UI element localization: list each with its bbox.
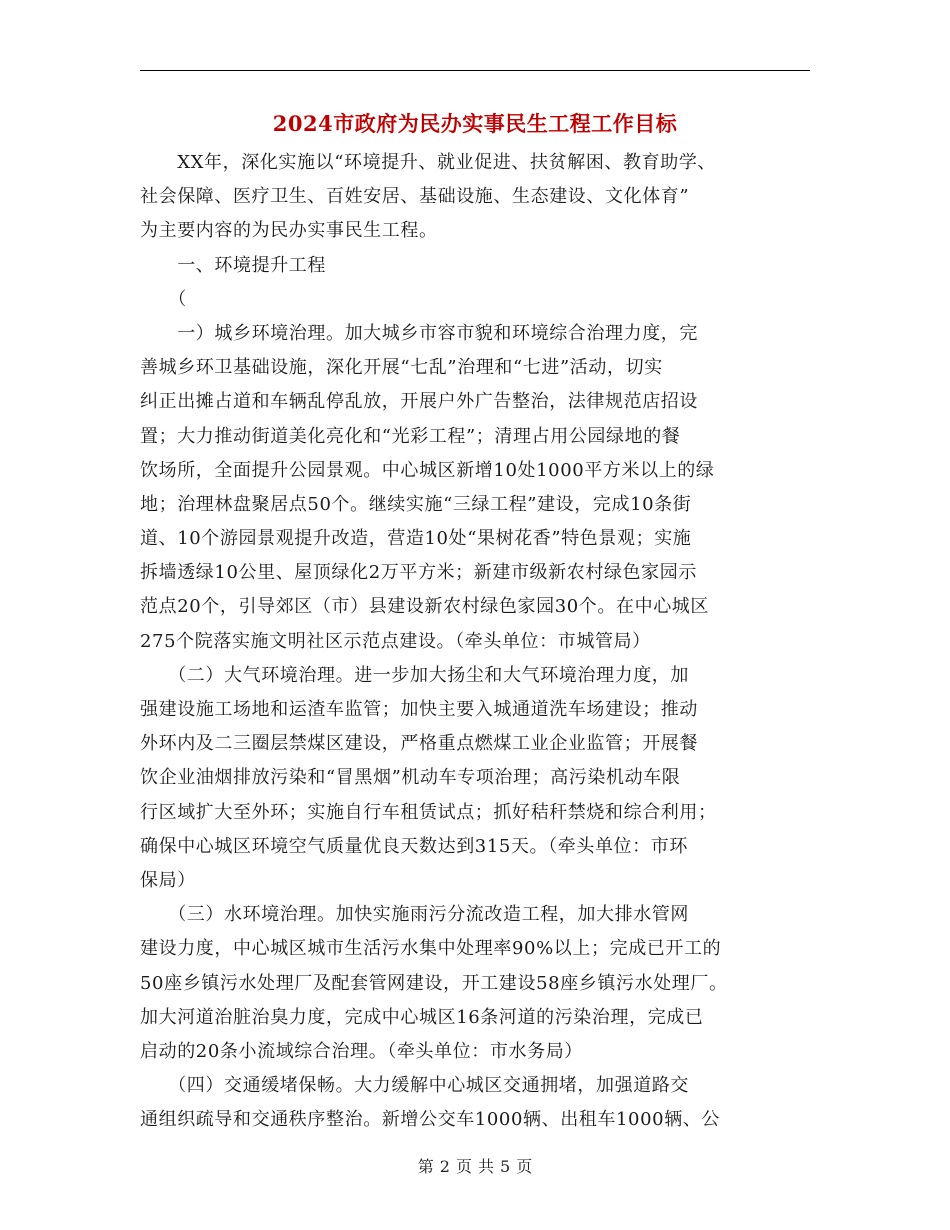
body-line: 行区域扩大至外环；实施自行车租赁试点；抓好秸秆禁烧和综合利用； — [140, 801, 717, 823]
footer-word-ye: 页 — [455, 1157, 472, 1176]
body-line: 外环内及二三圈层禁煤区建设，严格重点燃煤工业企业监管；开展餐 — [140, 733, 698, 755]
footer-word-gong: 共 — [478, 1157, 495, 1176]
body-line: 一）城乡环境治理。加大城乡市容市貌和环境综合治理力度，完 — [140, 322, 698, 344]
body-line: 保局） — [140, 869, 196, 891]
body-line: 纠正出摊占道和车辆乱停乱放，开展户外广告整治，法律规范店招设 — [140, 391, 698, 413]
body-line: （ — [140, 288, 187, 310]
body-line: 加大河道治脏治臭力度，完成中心城区16条河道的污染治理，完成已 — [140, 1006, 704, 1028]
body-line: XX年，深化实施以“环境提升、就业促进、扶贫解困、教育助学、 — [140, 152, 717, 173]
total-page-count: 5 — [500, 1157, 511, 1176]
body-line: 确保中心城区环境空气质量优良天数达到315天。（牵头单位：市环 — [140, 835, 688, 857]
body-line: 为主要内容的为民办实事民生工程。 — [140, 220, 438, 242]
body-line: 范点20个，引导郊区（市）县建设新农村绿色家园30个。在中心城区 — [140, 596, 710, 618]
page-footer — [0, 1154, 950, 1177]
body-line: 启动的20条小流域综合治理。（牵头单位：市水务局） — [140, 1040, 583, 1062]
body-line: 地；治理林盘聚居点50个。继续实施“三绿工程”建设，完成10条街 — [140, 493, 692, 515]
body-line: 50座乡镇污水处理厂及配套管网建设，开工建设58座乡镇污水处理厂。 — [140, 972, 728, 994]
section-heading: 一、环境提升工程 — [140, 254, 326, 276]
body-line: 道、10个游园景观提升改造，营造10处“果树花香”特色景观；实施 — [140, 528, 692, 550]
body-line: 通组织疏导和交通秩序整治。新增公交车1000辆、出租车1000辆、公 — [140, 1109, 721, 1131]
footer-word-ye-2: 页 — [516, 1157, 533, 1176]
document-title: 2024市政府为民办实事民生工程工作目标 — [272, 111, 678, 136]
body-line: （二）大气环境治理。进一步加大扬尘和大气环境治理力度，加 — [140, 664, 689, 686]
body-line: 强建设施工场地和运渣车监管；加快主要入城通道洗车场建设；推动 — [140, 699, 698, 720]
body-line: （三）水环境治理。加快实施雨污分流改造工程，加大排水管网 — [140, 904, 689, 926]
current-page-number: 2 — [439, 1157, 450, 1176]
body-line: 饮场所，全面提升公园景观。中心城区新增10处1000平方米以上的绿 — [140, 459, 715, 481]
body-line: （四）交通缓堵保畅。大力缓解中心城区交通拥堵，加强道路交 — [140, 1075, 689, 1097]
body-line: 275个院落实施文明社区示范点建设。（牵头单位：市城管局） — [140, 630, 651, 652]
footer-word-di: 第 — [417, 1157, 434, 1176]
body-line: 善城乡环卫基础设施，深化开展“七乱”治理和“七进”活动，切实 — [140, 357, 663, 379]
body-line: 拆墙透绿10公里、屋顶绿化2万平方米；新建市级新农村绿色家园示 — [140, 562, 697, 584]
body-line: 社会保障、医疗卫生、百姓安居、基础设施、生态建设、文化体育” — [140, 186, 690, 208]
body-line: 饮企业油烟排放污染和“冒黑烟”机动车专项治理；高污染机动车限 — [140, 767, 681, 789]
document-body — [140, 146, 820, 1137]
body-line: 置；大力推动街道美化亮化和“光彩工程”；清理占用公园绿地的餐 — [140, 425, 681, 447]
body-line: 建设力度，中心城区城市生活污水集中处理率90%以上；完成已开工的 — [140, 938, 722, 960]
header-rule — [140, 70, 810, 71]
